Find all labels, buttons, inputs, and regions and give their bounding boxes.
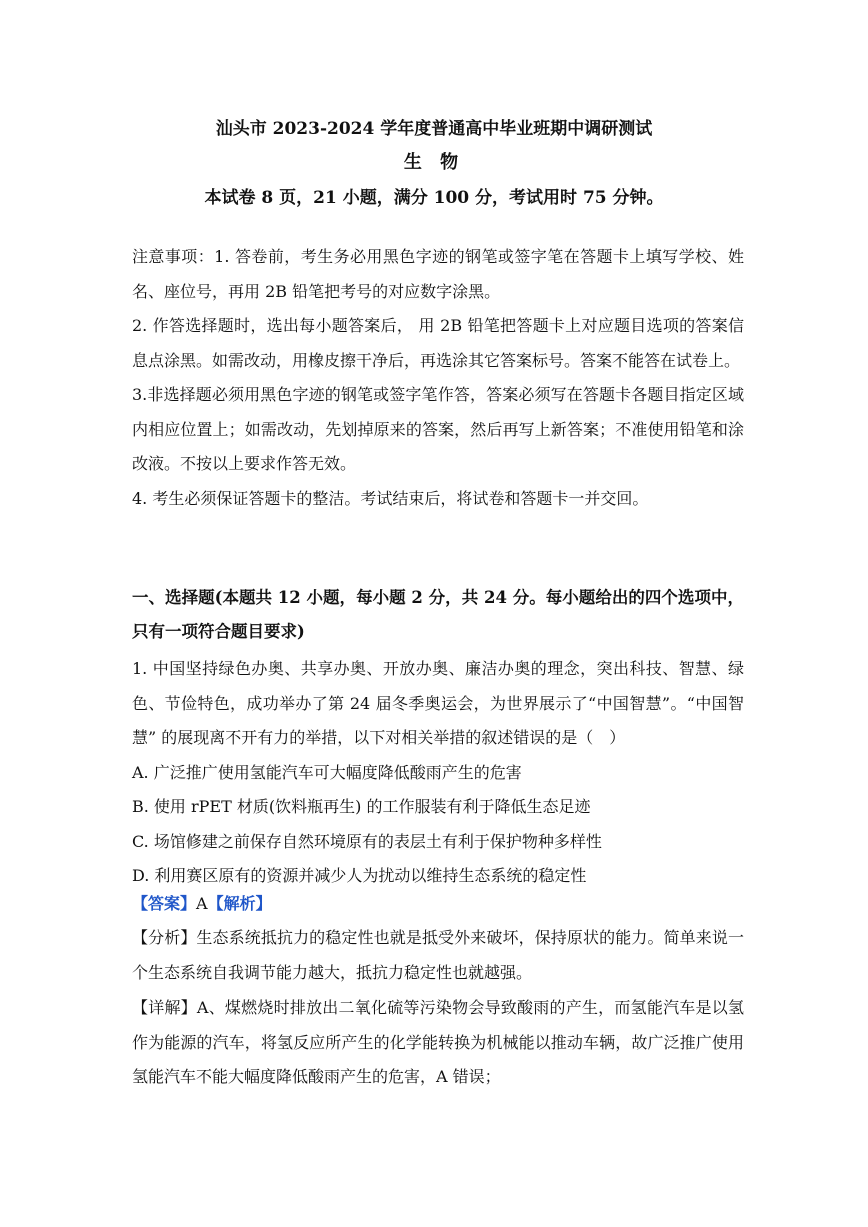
- analysis-tag: 【解析】: [207, 894, 272, 913]
- option-c: C. 场馆修建之前保存自然环境原有的表层土有利于保护物种多样性: [132, 831, 602, 851]
- analysis-text: 【分析】生态系统抵抗力的稳定性也就是抵受外来破坏，保持原状的能力。简单来说一个生态系统自我调节能力越大，抵抗力稳定性也就越强。: [132, 928, 744, 982]
- notice-block: [132, 240, 744, 516]
- detail-text: 【详解】A、煤燃烧时排放出二氧化硫等污染物会导致酸雨的产生，而氢能汽车是以氢作为能源的汽车，将氢反应所产生的化学能转换为机械能以推动车辆，故广泛推广使用氢能汽车不能大幅度降低酸雨产生的危害，A 错误；: [132, 998, 744, 1086]
- answer-line: [132, 887, 744, 922]
- option-d: D. 利用赛区原有的资源并减少人为扰动以维持生态系统的稳定性: [132, 866, 587, 885]
- notice-item-1: 注意事项：1. 答卷前，考生务必用黑色字迹的钢笔或签字笔在答题卡上填写学校、姓名、座位号，再用 2B 铅笔把考号的对应数字涂黑。: [132, 247, 744, 301]
- option-b: B. 使用 rPET 材质(饮料瓶再生) 的工作服装有利于降低生态足迹: [132, 797, 591, 816]
- exam-info: 本试卷 8 页，21 小题，满分 100 分，考试用时 75 分钟。: [204, 188, 664, 208]
- notice-item-2: 2. 作答选择题时，选出每小题答案后， 用 2B 铅笔把答题卡上对应题目选项的答案信息点涂黑。如需改动，用橡皮擦干净后，再选涂其它答案标号。答案不能答在试卷上。: [132, 316, 744, 370]
- question-1: [132, 652, 744, 894]
- section-heading: 一、选择题(本题共 12 小题，每小题 2 分，共 24 分。每小题给出的四个选项中，只有一项符合题目要求): [132, 588, 744, 641]
- option-a: A. 广泛推广使用氢能汽车可大幅度降低酸雨产生的危害: [132, 762, 522, 782]
- exam-title: 汕头市 2023-2024 学年度普通高中毕业班期中调研测试: [215, 119, 653, 139]
- answer-value: A: [196, 894, 208, 913]
- question-stem: 1. 中国坚持绿色办奥、共享办奥、开放办奥、廉洁办奥的理念，突出科技、智慧、绿色、节俭特色，成功举办了第 24 届冬季奥运会，为世界展示了“中国智慧”。“中国智慧” 的展现离不开有力的举措，以下对相关举措的叙述错误的是（ ）: [132, 659, 744, 747]
- answer-tag: 【答案】: [132, 894, 197, 913]
- subject-title: 生 物: [403, 152, 465, 173]
- notice-item-3: 3.非选择题必须用黑色字迹的钢笔或签字笔作答，答案必须写在答题卡各题目指定区域内相应位置上；如需改动，先划掉原来的答案，然后再写上新答案；不准使用铅笔和涂改液。不按以上要求作答无效。: [132, 385, 744, 473]
- notice-item-4: 4. 考生必须保证答题卡的整洁。考试结束后，将试卷和答题卡一并交回。: [132, 488, 649, 508]
